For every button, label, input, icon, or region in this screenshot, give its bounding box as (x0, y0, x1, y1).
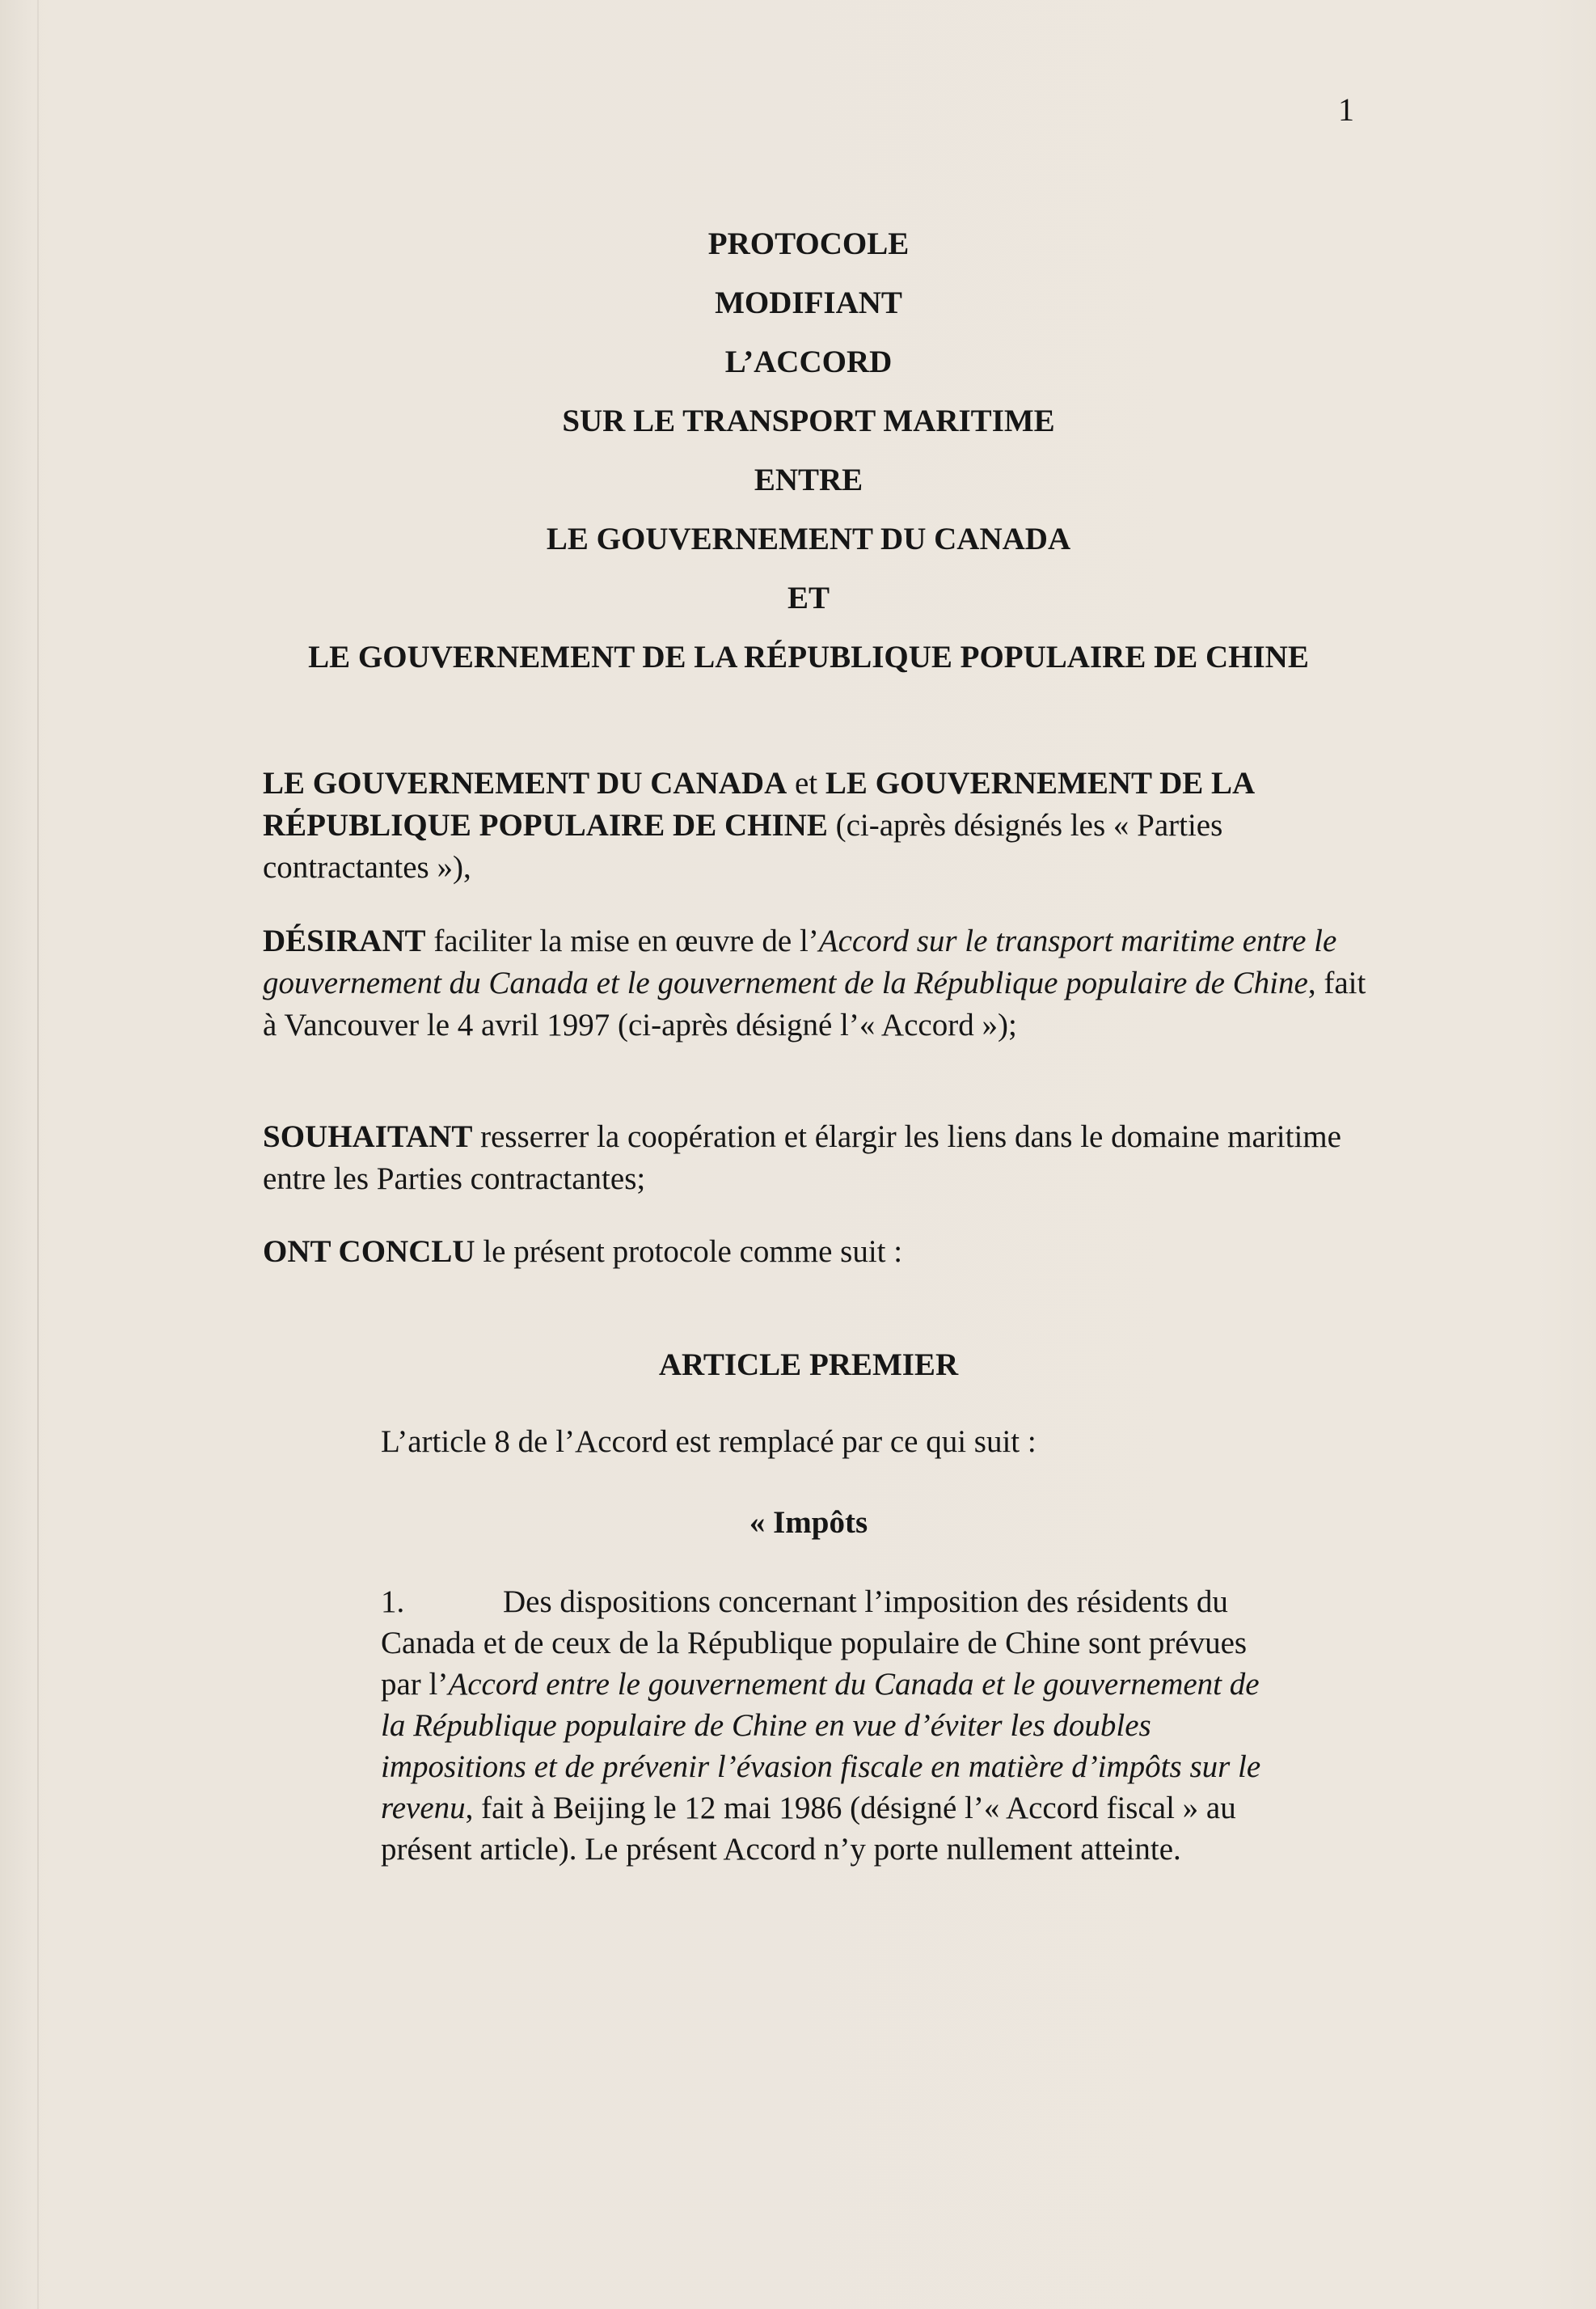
article-heading: ARTICLE PREMIER (658, 1347, 959, 1382)
tax-accord-title: Accord entre le gouvernement du Canada et le gouvernement de la République populaire de Chine en vue d’éviter les doubles impositions et de prévenir l’évasion fiscale en matière d’impôts sur le revenu (381, 1667, 1261, 1825)
page-number: 1 (1338, 91, 1354, 128)
title-line: MODIFIANT (715, 285, 902, 320)
party-canada: LE GOUVERNEMENT DU CANADA (263, 766, 787, 801)
document-title (259, 214, 1358, 687)
article-subheading: « Impôts (749, 1505, 868, 1540)
ont-conclu-keyword: ONT CONCLU (263, 1234, 475, 1269)
preamble-desirant (263, 920, 1379, 1047)
conjunction: et (787, 766, 825, 801)
title-line: L’ACCORD (724, 345, 893, 379)
desirant-text-end: , fait à Vancouver le 4 avril 1997 (ci-après désigné l’« Accord »); (263, 966, 1366, 1042)
article-intro: L’article 8 de l’Accord est remplacé par ce qui suit : (381, 1424, 1037, 1459)
title-line: LE GOUVERNEMENT DE LA RÉPUBLIQUE POPULAIRE DE CHINE (308, 640, 1309, 675)
title-line: PROTOCOLE (707, 226, 910, 261)
ont-conclu-text: le présent protocole comme suit : (475, 1234, 903, 1269)
title-line: SUR LE TRANSPORT MARITIME (562, 404, 1055, 438)
title-line: ET (787, 581, 830, 615)
accord-title: Accord sur le transport maritime entre le gouvernement du Canada et le gouvernement de la République populaire de Chine (263, 924, 1337, 1000)
desirant-keyword: DÉSIRANT (263, 924, 426, 958)
title-line: ENTRE (754, 463, 863, 497)
title-line: LE GOUVERNEMENT DU CANADA (546, 522, 1071, 556)
desirant-text: faciliter la mise en œuvre de l’ (425, 924, 819, 958)
binding-edge (37, 0, 39, 2309)
party-china: LE GOUVERNEMENT DE LA RÉPUBLIQUE POPULAIRE DE CHINE (263, 766, 1254, 843)
parties-definition: (ci-après désignés les « Parties contractantes »), (263, 808, 1223, 885)
preamble-souhaitant (263, 1116, 1379, 1200)
souhaitant-keyword: SOUHAITANT (263, 1119, 473, 1154)
paragraph-number: 1. (381, 1584, 405, 1619)
paragraph-text: Des dispositions concernant l’imposition des résidents du Canada et de ceux de la République populaire de Chine sont prévues par l’ (381, 1584, 1248, 1702)
souhaitant-text: resserrer la coopération et élargir les liens dans le domaine maritime entre les Parties contractantes; (263, 1119, 1341, 1196)
paragraph-text-end: , fait à Beijing le 12 mai 1986 (désigné l’« Accord fiscal » au présent article). Le présent Accord n’y porte nullement atteinte. (381, 1791, 1236, 1867)
preamble-parties (263, 763, 1379, 889)
article-paragraph (381, 1581, 1262, 1870)
preamble-ont-conclu (263, 1231, 1379, 1273)
